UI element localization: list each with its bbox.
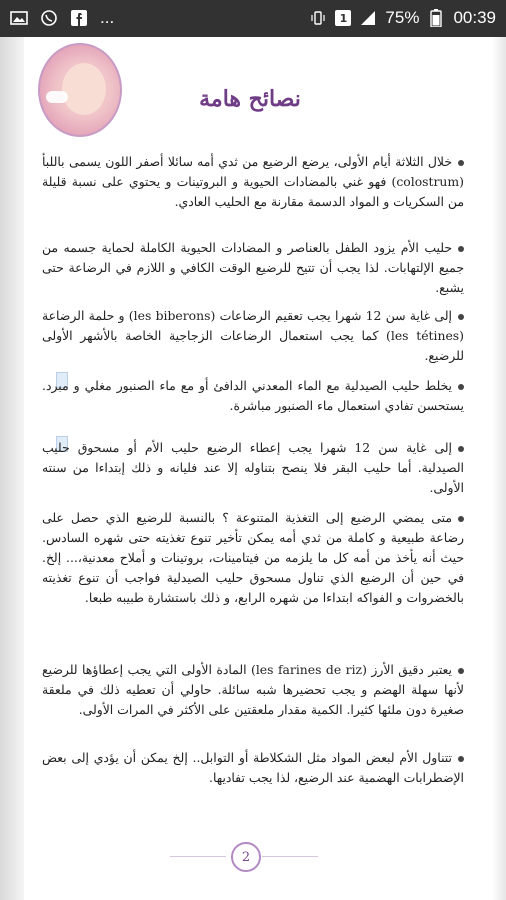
baby-face-shape	[62, 63, 106, 115]
whatsapp-icon	[40, 9, 58, 27]
paragraph-1: خلال الثلاثة أيام الأولى، يرضع الرضيع من ثدي أمه سائلا أصفر اللون يسمى باللبأ (colostrum) فهو غني بالمضادات الحيوية و البروتينات و يحتوي على نسبة قليلة من السكريات و المواد الدسمة مقارنة مع الحليب العادي.	[42, 154, 464, 209]
page-number-line-right	[262, 856, 318, 857]
battery-icon	[427, 9, 445, 27]
baby-photo	[38, 43, 122, 137]
bullet-icon	[458, 516, 464, 522]
page-number-line-left	[170, 856, 226, 857]
status-bar	[0, 0, 506, 37]
page-left-shadow	[0, 37, 24, 900]
page-right-shadow	[492, 37, 506, 900]
bullet-icon	[458, 756, 464, 762]
page-title: نصائح هامة	[199, 86, 301, 112]
bullet-icon	[458, 668, 464, 674]
paragraph-5: إلى غاية سن 12 شهرا يجب إعطاء الرضيع حليب الأم أو مسحوق حليب الصيدلية. أما حليب البقر فلا ينصح بتناوله إلا عند فليانه و ذلك إبتداءا من سنته الأولى.	[42, 440, 464, 495]
clock: 00:39	[453, 8, 496, 27]
paragraph-3: إلى غاية سن 12 شهرا يجب تعقيم الرضاعات (les biberons) و حلمة الرضاعة (les tétines) كما يجب استعمال الرضاعات الزجاجية الخاصة بالأشهر الأولى للرضيع.	[42, 308, 464, 363]
battery-percent: 75%	[385, 8, 420, 27]
page-number: 2	[231, 842, 261, 872]
bullet-icon	[458, 160, 464, 166]
sim-badge: 1	[335, 10, 351, 26]
bottle-shape	[46, 91, 68, 103]
paragraph-4: يخلط حليب الصيدلية مع الماء المعدني الدافئ أو مع ماء الصنبور مغلي و مبرد. يستحسن تفادي استعمال ماء الصنبور مباشرة.	[42, 378, 464, 413]
more-dots-icon: ...	[100, 8, 115, 27]
bullet-icon	[458, 446, 464, 452]
facebook-icon	[70, 9, 88, 27]
bullet-icon	[458, 246, 464, 252]
paragraph-8: تتناول الأم لبعض المواد مثل الشكلاطة أو التوابل.. إلخ يمكن أن يؤدي إلى بعض الإضطرابات الهضمية عند الرضيع، لذا يجب تفاديها.	[42, 750, 464, 785]
paragraph-2: حليب الأم يزود الطفل بالعناصر و المضادات الحيوية الكاملة لحماية جسمه من جميع الإلتهابات. لذا يجب أن تتيح للرضيع الوقت الكافي و اللازم في الرضاعة حتى يشبع.	[42, 240, 464, 295]
status-right-icons	[309, 8, 496, 28]
vibrate-icon	[309, 9, 327, 27]
status-left-icons	[10, 8, 114, 28]
bullet-icon	[458, 314, 464, 320]
signal-icon	[359, 9, 377, 27]
paragraph-6: متى يمضي الرضيع إلى التغذية المتنوعة ؟ بالنسبة للرضيع الذي حصل على رضاعة طبيعية و كاملة من ثدي أمه يمكن تأخير تنوع تغذيته حتى شهره السادس. حيث أنه يأخذ من أمه كل ما يلزمه من فيتامينات، بروتينات و أملاح معدنية،... إلخ. في حين أن الرضيع الذي تناول مسحوق حليب الصيدلية فواجب أن تنوع تغذيته بالخضروات و الفواكه ابتداءا من شهره الرابع، و ذلك باستشارة طبيبه طبعا.	[42, 510, 464, 605]
image-icon	[10, 9, 28, 27]
bullet-icon	[458, 384, 464, 390]
paragraph-7: يعتبر دقيق الأرز (les farines de riz) المادة الأولى التي يجب إعطاؤها للرضيع لأنها سهلة الهضم و يجب تحضيرها شبه سائلة. حاولي أن تعطيه ذلك في ملعقة صغيرة دون ملئها كثيرا. الكمية مقدار ملعقتين على الأكثر في المرات الأولى.	[42, 662, 464, 717]
